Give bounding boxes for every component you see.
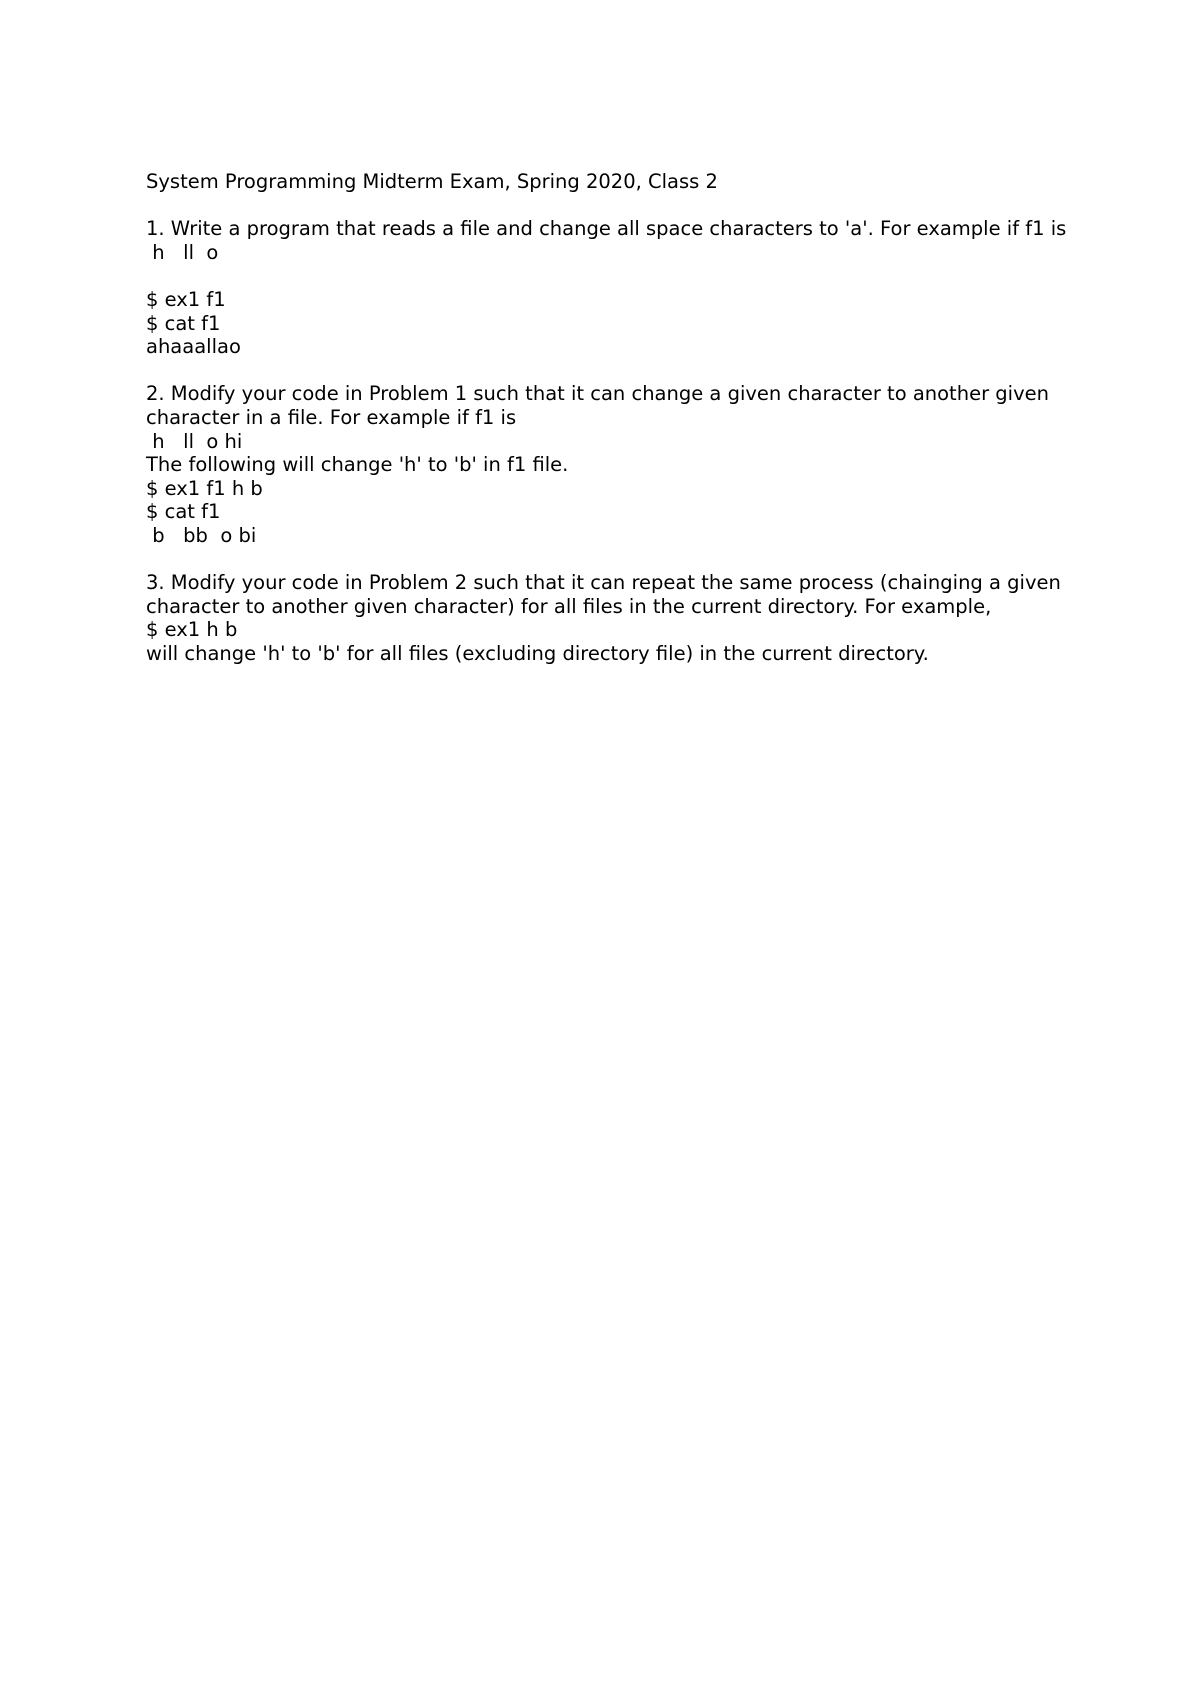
question-2-output: b bb o bi (146, 523, 257, 547)
paragraph-gap (146, 359, 1076, 383)
question-2-prompt: 2. Modify your code in Problem 1 such that it can change a given character to another given character in a file. For example if f1 is (146, 382, 1056, 429)
question-2 (146, 382, 1076, 547)
paragraph-gap (146, 194, 1076, 218)
question-2-command-run: $ ex1 f1 h b (146, 476, 263, 500)
question-1-command-run: $ ex1 f1 (146, 287, 226, 311)
question-2-command-cat: $ cat f1 (146, 500, 221, 524)
question-2-explanation: The following will change 'h' to 'b' in f1 file. (146, 453, 569, 477)
paragraph-gap (146, 548, 1076, 572)
question-1-example-file-content: h ll o (146, 240, 219, 264)
question-3-command-run: $ ex1 h b (146, 618, 238, 642)
document-title: System Programming Midterm Exam, Spring 2020, Class 2 (146, 170, 718, 193)
question-1-prompt: 1. Write a program that reads a file and change all space characters to 'a'. For example if f1 is (146, 217, 1067, 241)
question-1-blank-line (146, 264, 1076, 288)
question-1 (146, 217, 1076, 359)
document-body (146, 170, 1076, 665)
question-2-example-file-content: h ll o hi (146, 429, 243, 453)
question-1-output: ahaaallao (146, 335, 241, 359)
question-3 (146, 571, 1076, 665)
question-3-prompt: 3. Modify your code in Problem 2 such that it can repeat the same process (chainging a given character to another given character) for all files in the current directory. For example, (146, 571, 1068, 618)
question-3-explanation: will change 'h' to 'b' for all files (excluding directory file) in the current directory. (146, 641, 929, 665)
question-1-command-cat: $ cat f1 (146, 311, 221, 335)
